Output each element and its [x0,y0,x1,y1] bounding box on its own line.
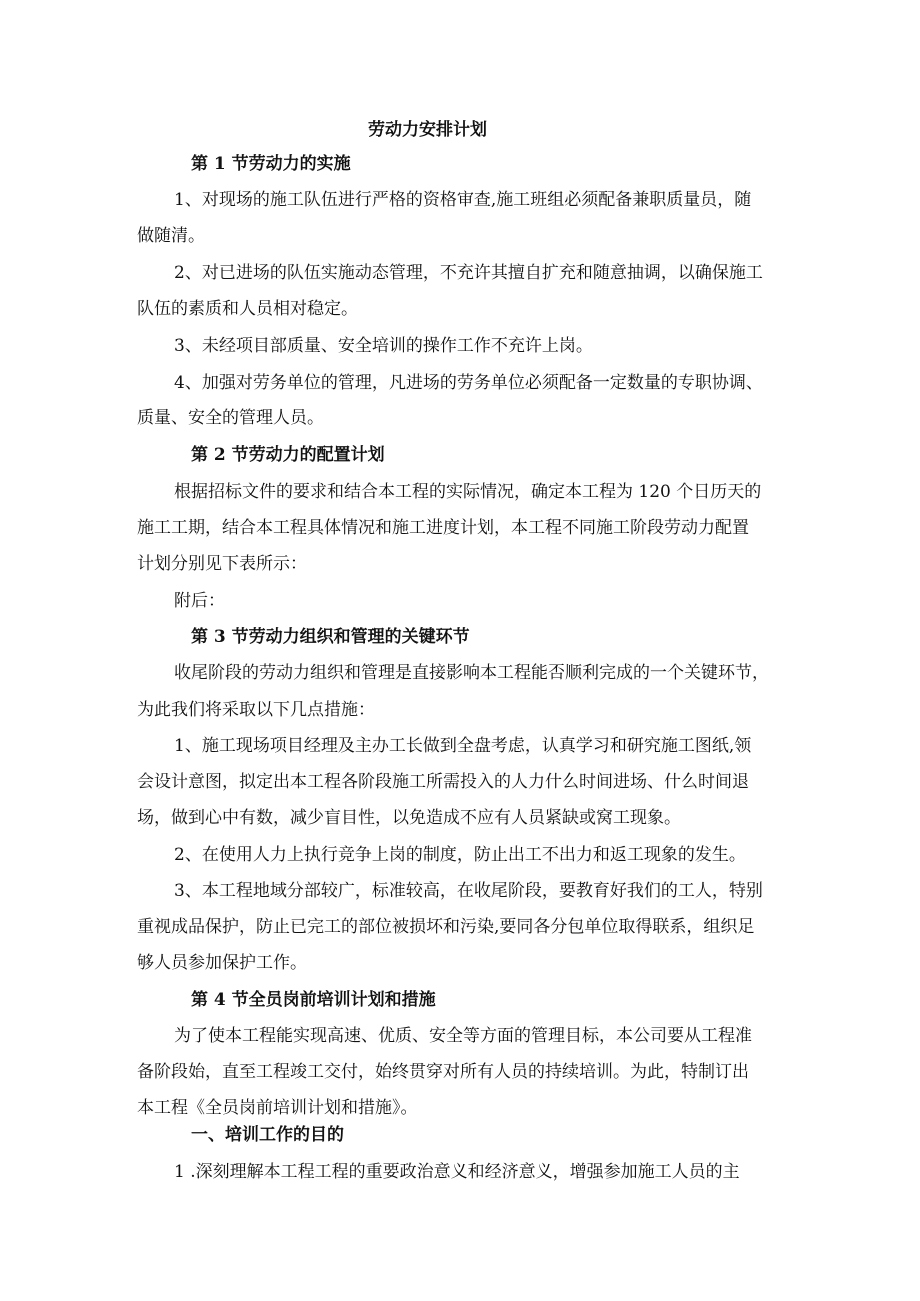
paragraph-line: 3、未经项目部质量、安全培训的操作工作不充许上岗。 [174,336,593,356]
paragraph-line: 做随清。 [137,226,205,246]
paragraph-line: 为了使本工程能实现高速、优质、安全等方面的管理目标，本公司要从工程准 [174,1026,752,1046]
paragraph-line: 重视成品保护，防止已完工的部位被损坏和污染,要同各分包单位取得联系，组织足 [137,917,755,937]
paragraph-line: 队伍的素质和人员相对稳定。 [137,299,358,319]
paragraph-line: 2、在使用人力上执行竞争上岗的制度，防止出工不出力和返工现象的发生。 [174,845,746,865]
paragraph-line: 会设计意图，拟定出本工程各阶段施工所需投入的人力什么时间进场、什么时间退 [137,772,749,792]
paragraph-line: 3、本工程地域分部较广，标准较高，在收尾阶段，要教育好我们的工人，特别 [174,881,763,901]
paragraph-line: 附后： [174,591,225,611]
paragraph-line: 1 .深刻理解本工程工程的重要政治意义和经济意义，增强参加施工人员的主 [174,1162,740,1182]
paragraph-line: 场，做到心中有数，减少盲目性，以免造成不应有人员紧缺或窝工现象。 [137,808,681,828]
paragraph-line: 为此我们将采取以下几点措施： [137,700,375,720]
paragraph-line: 计划分别见下表所示： [137,554,307,574]
paragraph-line: 4、加强对劳务单位的管理，凡进场的劳务单位必须配备一定数量的专职协调、 [174,373,763,393]
document-title: 劳动力安排计划 [368,120,487,140]
section-1-heading: 第 1 节劳动力的实施 [191,154,351,174]
paragraph-line: 1、施工现场项目经理及主办工长做到全盘考虑，认真学习和研究施工图纸,领 [174,736,752,756]
paragraph-line: 1、对现场的施工队伍进行严格的资格审查,施工班组必须配备兼职质量员，随 [174,190,752,210]
paragraph-line: 施工工期，结合本工程具体情况和施工进度计划，本工程不同施工阶段劳动力配置 [137,518,749,538]
paragraph-line: 根据招标文件的要求和结合本工程的实际情况，确定本工程为 120 个日历天的 [174,482,762,502]
paragraph-line: 够人员参加保护工作。 [137,953,307,973]
section-4-heading: 第 4 节全员岗前培训计划和措施 [191,990,436,1010]
paragraph-line: 收尾阶段的劳动力组织和管理是直接影响本工程能否顺利完成的一个关键环节， [174,663,769,683]
section-3-heading: 第 3 节劳动力组织和管理的关键环节 [191,627,470,647]
paragraph-line: 质量、安全的管理人员。 [137,408,324,428]
section-2-heading: 第 2 节劳动力的配置计划 [191,445,385,465]
paragraph-line: 本工程《全员岗前培训计划和措施》。 [137,1098,418,1118]
subsection-heading: 一、培训工作的目的 [191,1125,344,1145]
paragraph-line: 备阶段始，直至工程竣工交付，始终贯穿对所有人员的持续培训。为此，特制订出 [137,1062,749,1082]
paragraph-line: 2、对已进场的队伍实施动态管理，不充许其擅自扩充和随意抽调，以确保施工 [174,263,763,283]
